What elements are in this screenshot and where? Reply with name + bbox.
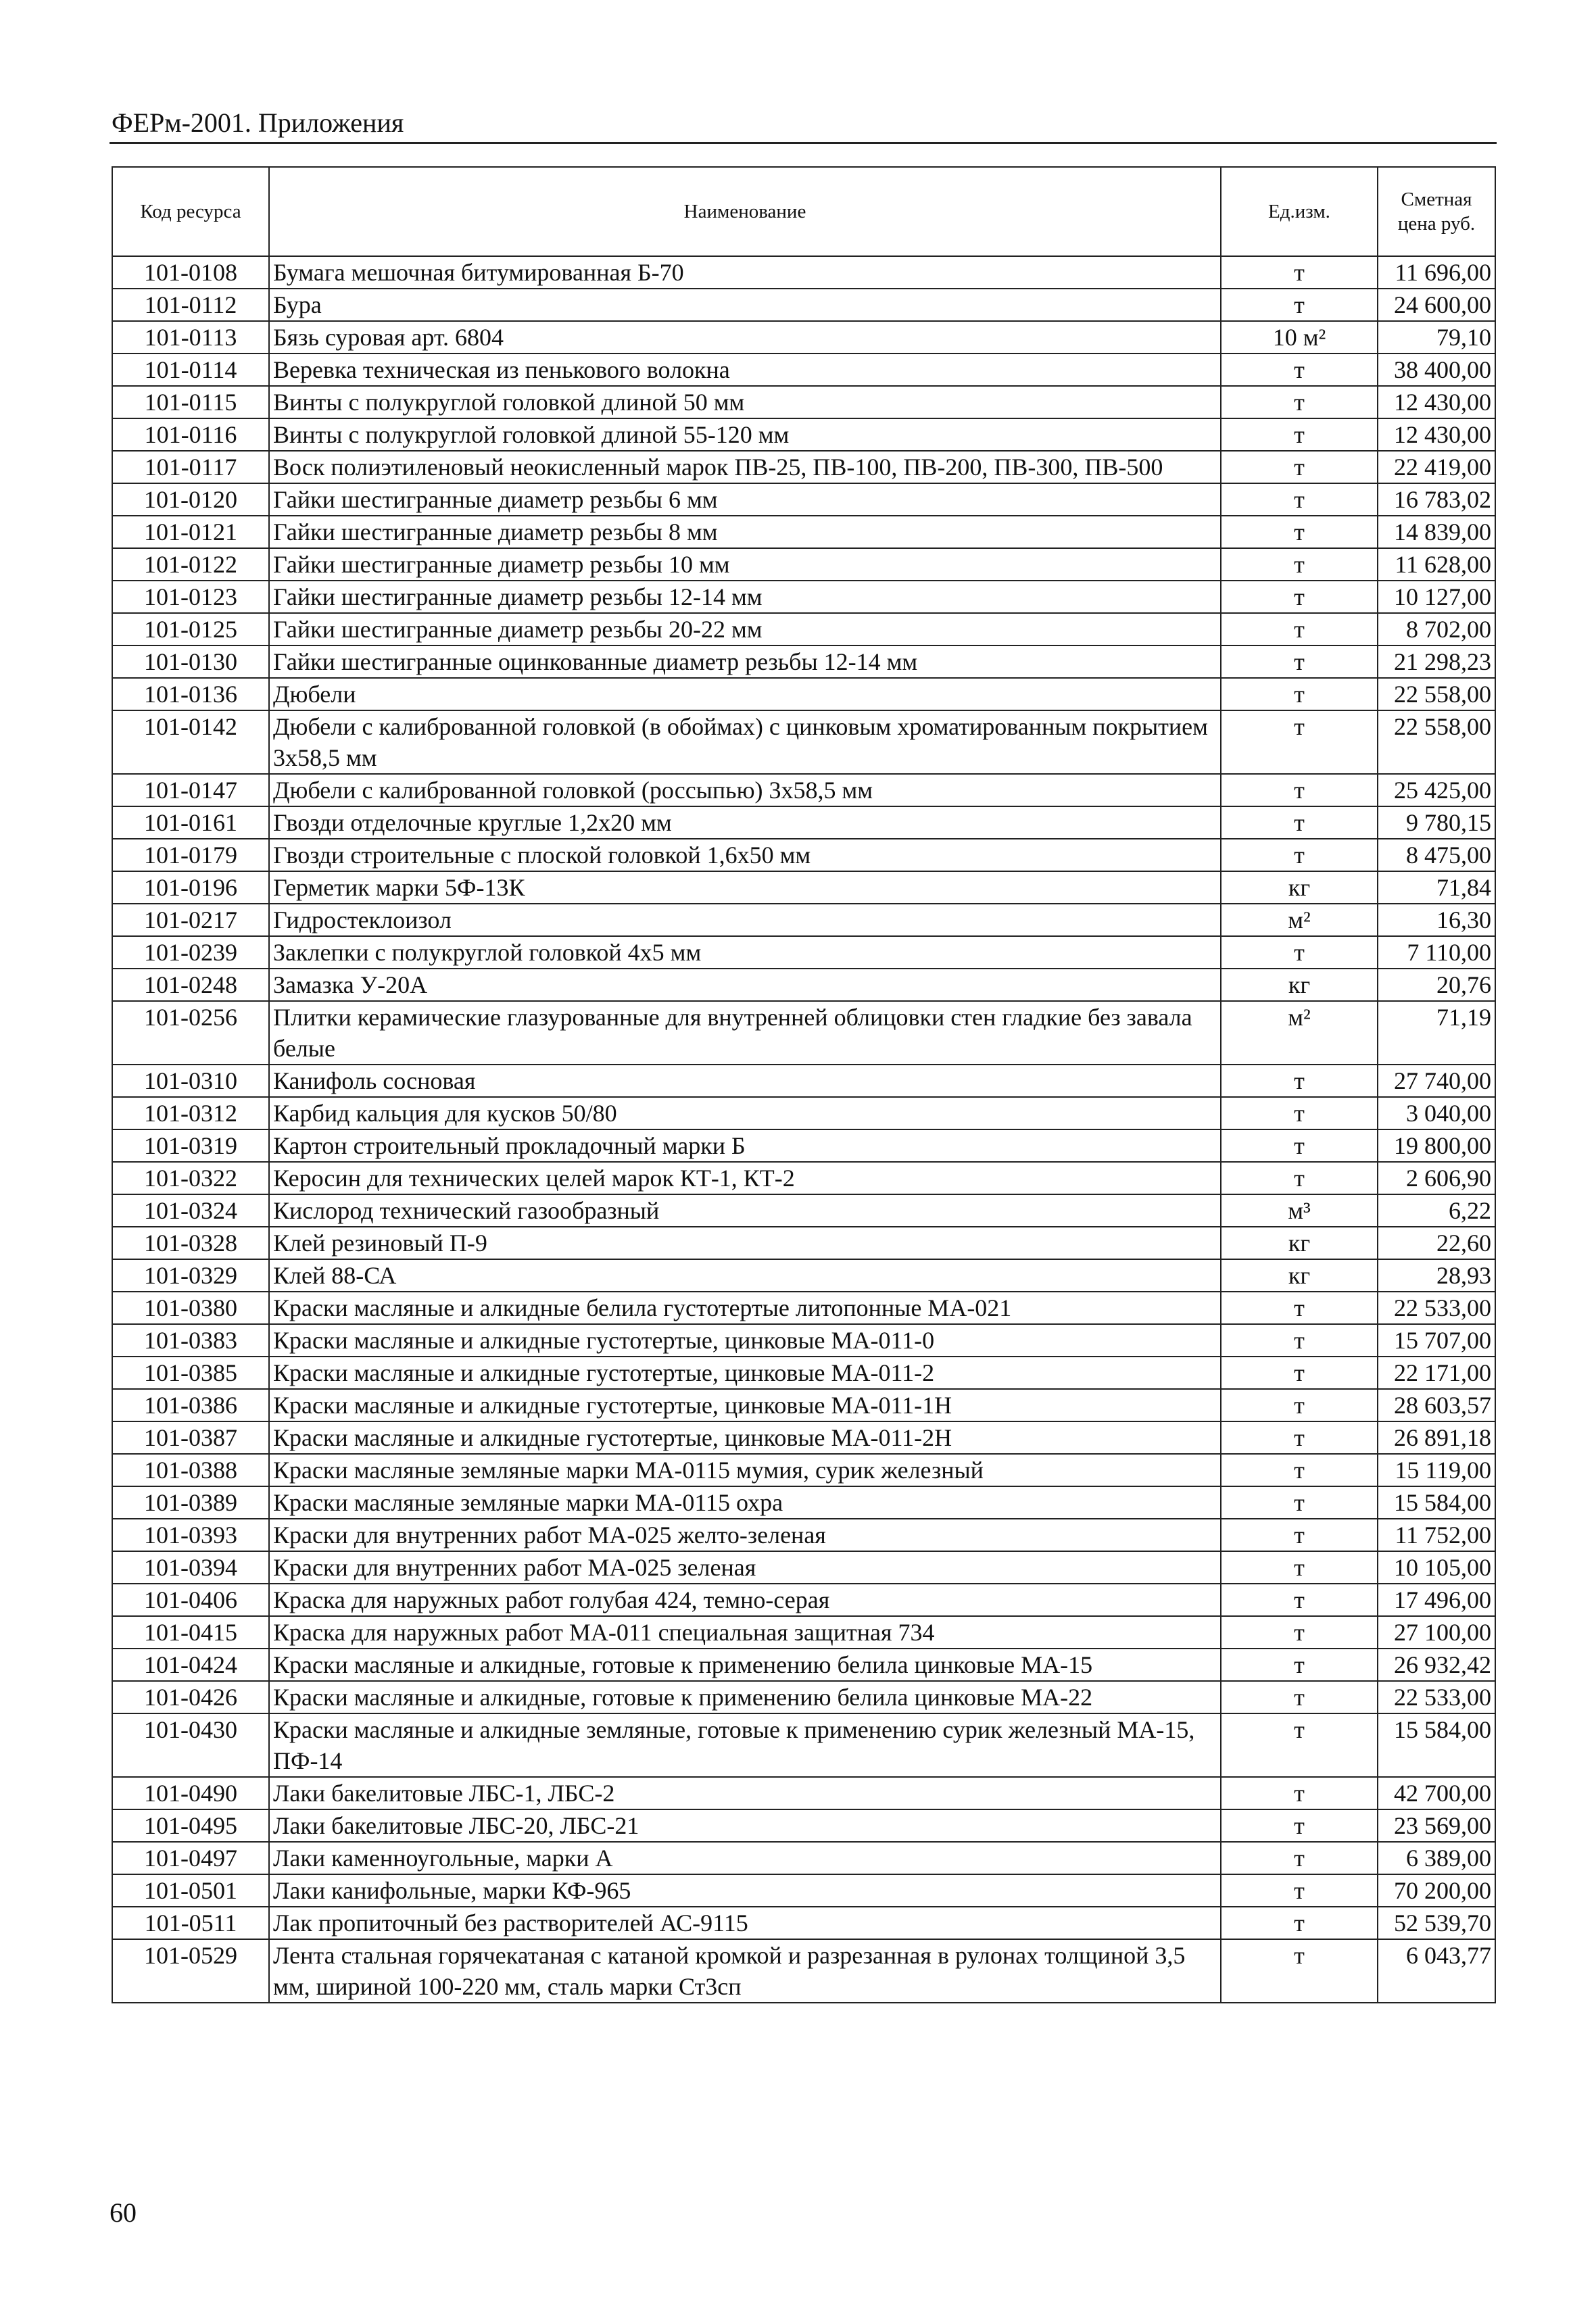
cell-code: 101-0116 [112,418,269,451]
cell-price: 26 891,18 [1378,1421,1495,1454]
cell-name: Краски масляные и алкидные густотертые, цинковые МА-011-1Н [269,1389,1221,1421]
cell-code: 101-0385 [112,1357,269,1389]
table-row [112,1389,1495,1421]
cell-name: Краски масляные земляные марки МА-0115 охра [269,1486,1221,1519]
cell-name: Картон строительный прокладочный марки Б [269,1129,1221,1162]
cell-name: Канифоль сосновая [269,1065,1221,1097]
cell-name: Краски масляные и алкидные белила густотертые литопонные МА-021 [269,1292,1221,1324]
cell-code: 101-0120 [112,483,269,516]
cell-price: 14 839,00 [1378,516,1495,548]
cell-code: 101-0426 [112,1681,269,1713]
cell-code: 101-0136 [112,678,269,710]
table-row [112,451,1495,483]
cell-code: 101-0117 [112,451,269,483]
cell-unit: т [1221,1162,1378,1194]
cell-unit: т [1221,1907,1378,1939]
cell-name: Краска для наружных работ МА-011 специальная защитная 734 [269,1616,1221,1649]
cell-code: 101-0388 [112,1454,269,1486]
table-body [112,256,1495,2003]
cell-unit: кг [1221,1227,1378,1259]
cell-price: 27 100,00 [1378,1616,1495,1649]
cell-price: 17 496,00 [1378,1584,1495,1616]
table-row [112,1809,1495,1842]
table-row [112,548,1495,581]
table-row [112,418,1495,451]
cell-code: 101-0430 [112,1713,269,1777]
cell-unit: т [1221,548,1378,581]
cell-price: 19 800,00 [1378,1129,1495,1162]
cell-unit: т [1221,839,1378,871]
cell-unit: кг [1221,871,1378,904]
cell-name: Винты с полукруглой головкой длиной 55-120 мм [269,418,1221,451]
cell-name: Гвозди отделочные круглые 1,2х20 мм [269,806,1221,839]
cell-price: 10 127,00 [1378,581,1495,613]
cell-unit: т [1221,1486,1378,1519]
column-header-price: Сметная цена руб. [1378,167,1495,256]
cell-name: Керосин для технических целей марок КТ-1, КТ-2 [269,1162,1221,1194]
table-row [112,483,1495,516]
cell-code: 101-0179 [112,839,269,871]
cell-price: 8 702,00 [1378,613,1495,645]
cell-code: 101-0511 [112,1907,269,1939]
cell-unit: кг [1221,1259,1378,1292]
cell-price: 25 425,00 [1378,774,1495,806]
cell-name: Краски масляные и алкидные густотертые, цинковые МА-011-2Н [269,1421,1221,1454]
cell-price: 70 200,00 [1378,1874,1495,1907]
cell-name: Винты с полукруглой головкой длиной 50 мм [269,386,1221,418]
cell-unit: т [1221,354,1378,386]
table-row [112,1842,1495,1874]
cell-price: 11 628,00 [1378,548,1495,581]
cell-price: 11 696,00 [1378,256,1495,289]
cell-unit: т [1221,1681,1378,1713]
cell-name: Краски масляные и алкидные густотертые, цинковые МА-011-2 [269,1357,1221,1389]
table-row [112,710,1495,774]
cell-code: 101-0161 [112,806,269,839]
table-row [112,613,1495,645]
cell-unit: 10 м² [1221,321,1378,354]
cell-price: 28,93 [1378,1259,1495,1292]
cell-price: 16,30 [1378,904,1495,936]
cell-code: 101-0112 [112,289,269,321]
cell-unit: м² [1221,1001,1378,1065]
cell-unit: кг [1221,969,1378,1001]
cell-code: 101-0393 [112,1519,269,1551]
cell-code: 101-0123 [112,581,269,613]
cell-unit: т [1221,516,1378,548]
cell-code: 101-0256 [112,1001,269,1065]
table-row [112,969,1495,1001]
cell-unit: т [1221,386,1378,418]
cell-price: 15 584,00 [1378,1486,1495,1519]
cell-code: 101-0125 [112,613,269,645]
cell-price: 22 171,00 [1378,1357,1495,1389]
column-header-code: Код ресурса [112,167,269,256]
cell-name: Клей 88-СА [269,1259,1221,1292]
cell-name: Краски масляные и алкидные, готовые к применению белила цинковые МА-22 [269,1681,1221,1713]
table-row [112,1357,1495,1389]
table-row [112,256,1495,289]
table-row [112,1292,1495,1324]
cell-unit: т [1221,806,1378,839]
cell-price: 9 780,15 [1378,806,1495,839]
page-number: 60 [110,2197,137,2228]
cell-price: 16 783,02 [1378,483,1495,516]
cell-name: Гидростеклоизол [269,904,1221,936]
cell-unit: т [1221,1551,1378,1584]
cell-price: 2 606,90 [1378,1162,1495,1194]
cell-unit: т [1221,774,1378,806]
cell-price: 3 040,00 [1378,1097,1495,1129]
cell-price: 22 419,00 [1378,451,1495,483]
cell-unit: т [1221,1649,1378,1681]
cell-name: Дюбели [269,678,1221,710]
resource-price-table [112,166,1496,2003]
cell-price: 22 558,00 [1378,678,1495,710]
cell-price: 11 752,00 [1378,1519,1495,1551]
cell-unit: т [1221,1616,1378,1649]
cell-code: 101-0113 [112,321,269,354]
cell-code: 101-0380 [112,1292,269,1324]
cell-unit: т [1221,1519,1378,1551]
cell-code: 101-0324 [112,1194,269,1227]
cell-price: 15 584,00 [1378,1713,1495,1777]
cell-code: 101-0239 [112,936,269,969]
table-row [112,1486,1495,1519]
cell-code: 101-0121 [112,516,269,548]
cell-name: Карбид кальция для кусков 50/80 [269,1097,1221,1129]
table-row [112,1551,1495,1584]
table-row [112,1001,1495,1065]
cell-name: Краски для внутренних работ МА-025 желто-зеленая [269,1519,1221,1551]
cell-unit: м² [1221,904,1378,936]
cell-name: Краска для наружных работ голубая 424, темно-серая [269,1584,1221,1616]
cell-price: 10 105,00 [1378,1551,1495,1584]
table-row [112,904,1495,936]
cell-unit: т [1221,1454,1378,1486]
cell-code: 101-0424 [112,1649,269,1681]
table-row [112,386,1495,418]
table-header-row [112,167,1495,256]
cell-price: 7 110,00 [1378,936,1495,969]
cell-unit: т [1221,645,1378,678]
table-row [112,1713,1495,1777]
cell-unit: т [1221,1292,1378,1324]
cell-unit: т [1221,1389,1378,1421]
cell-code: 101-0217 [112,904,269,936]
cell-price: 23 569,00 [1378,1809,1495,1842]
cell-price: 24 600,00 [1378,289,1495,321]
cell-unit: т [1221,1842,1378,1874]
cell-code: 101-0114 [112,354,269,386]
cell-price: 79,10 [1378,321,1495,354]
table-row [112,1874,1495,1907]
cell-code: 101-0122 [112,548,269,581]
cell-name: Краски масляные земляные марки МА-0115 мумия, сурик железный [269,1454,1221,1486]
cell-price: 71,19 [1378,1001,1495,1065]
page-header: ФЕРм-2001. Приложения [112,107,404,138]
cell-name: Гайки шестигранные диаметр резьбы 8 мм [269,516,1221,548]
cell-name: Лаки канифольные, марки КФ-965 [269,1874,1221,1907]
table-row [112,806,1495,839]
cell-code: 101-0415 [112,1616,269,1649]
table-row [112,354,1495,386]
cell-code: 101-0383 [112,1324,269,1357]
cell-name: Гайки шестигранные диаметр резьбы 6 мм [269,483,1221,516]
cell-code: 101-0497 [112,1842,269,1874]
cell-code: 101-0490 [112,1777,269,1809]
column-header-name: Наименование [269,167,1221,256]
table-row [112,1454,1495,1486]
cell-name: Заклепки с полукруглой головкой 4х5 мм [269,936,1221,969]
cell-code: 101-0115 [112,386,269,418]
cell-code: 101-0108 [112,256,269,289]
cell-name: Лаки бакелитовые ЛБС-20, ЛБС-21 [269,1809,1221,1842]
cell-unit: т [1221,1421,1378,1454]
cell-name: Лак пропиточный без растворителей АС-9115 [269,1907,1221,1939]
cell-unit: м³ [1221,1194,1378,1227]
cell-code: 101-0147 [112,774,269,806]
cell-name: Герметик марки 5Ф-13К [269,871,1221,904]
cell-name: Гвозди строительные с плоской головкой 1,6х50 мм [269,839,1221,871]
cell-unit: т [1221,1324,1378,1357]
cell-price: 22 558,00 [1378,710,1495,774]
cell-price: 21 298,23 [1378,645,1495,678]
cell-name: Гайки шестигранные диаметр резьбы 10 мм [269,548,1221,581]
header-rule [110,142,1497,144]
table-row [112,581,1495,613]
cell-name: Воск полиэтиленовый неокисленный марок ПВ-25, ПВ-100, ПВ-200, ПВ-300, ПВ-500 [269,451,1221,483]
cell-unit: т [1221,1874,1378,1907]
cell-name: Гайки шестигранные диаметр резьбы 20-22 мм [269,613,1221,645]
table-row [112,645,1495,678]
cell-name: Краски для внутренних работ МА-025 зеленая [269,1551,1221,1584]
cell-unit: т [1221,581,1378,613]
cell-price: 42 700,00 [1378,1777,1495,1809]
cell-code: 101-0529 [112,1939,269,2003]
cell-price: 26 932,42 [1378,1649,1495,1681]
cell-unit: т [1221,1809,1378,1842]
cell-code: 101-0312 [112,1097,269,1129]
table-row [112,1194,1495,1227]
cell-name: Клей резиновый П-9 [269,1227,1221,1259]
table-row [112,1259,1495,1292]
cell-price: 22,60 [1378,1227,1495,1259]
cell-name: Бязь суровая арт. 6804 [269,321,1221,354]
table-row [112,1584,1495,1616]
cell-unit: т [1221,256,1378,289]
cell-unit: т [1221,1777,1378,1809]
cell-code: 101-0130 [112,645,269,678]
cell-name: Краски масляные и алкидные густотертые, цинковые МА-011-0 [269,1324,1221,1357]
table-row [112,1162,1495,1194]
cell-price: 52 539,70 [1378,1907,1495,1939]
cell-code: 101-0248 [112,969,269,1001]
cell-code: 101-0196 [112,871,269,904]
cell-price: 6 043,77 [1378,1939,1495,2003]
table-row [112,1421,1495,1454]
table-row [112,516,1495,548]
cell-name: Лаки бакелитовые ЛБС-1, ЛБС-2 [269,1777,1221,1809]
cell-unit: т [1221,710,1378,774]
cell-code: 101-0495 [112,1809,269,1842]
table-row [112,1649,1495,1681]
cell-code: 101-0310 [112,1065,269,1097]
cell-unit: т [1221,613,1378,645]
table-row [112,1065,1495,1097]
cell-unit: т [1221,1939,1378,2003]
table-row [112,1097,1495,1129]
table-row [112,678,1495,710]
cell-code: 101-0386 [112,1389,269,1421]
cell-unit: т [1221,289,1378,321]
table-row [112,1681,1495,1713]
table-row [112,1939,1495,2003]
cell-unit: т [1221,1065,1378,1097]
table-row [112,1777,1495,1809]
cell-code: 101-0387 [112,1421,269,1454]
cell-unit: т [1221,1584,1378,1616]
table-row [112,936,1495,969]
cell-price: 38 400,00 [1378,354,1495,386]
table-row [112,1227,1495,1259]
cell-code: 101-0406 [112,1584,269,1616]
cell-unit: т [1221,451,1378,483]
cell-price: 28 603,57 [1378,1389,1495,1421]
cell-name: Дюбели с калиброванной головкой (в обоймах) с цинковым хроматированным покрытием 3х58,5 мм [269,710,1221,774]
cell-name: Краски масляные и алкидные, готовые к применению белила цинковые МА-15 [269,1649,1221,1681]
cell-name: Краски масляные и алкидные земляные, готовые к применению сурик железный МА-15, ПФ-14 [269,1713,1221,1777]
cell-code: 101-0501 [112,1874,269,1907]
column-header-unit: Ед.изм. [1221,167,1378,256]
cell-name: Замазка У-20А [269,969,1221,1001]
cell-code: 101-0389 [112,1486,269,1519]
table-row [112,839,1495,871]
cell-price: 15 707,00 [1378,1324,1495,1357]
table-row [112,1129,1495,1162]
cell-code: 101-0328 [112,1227,269,1259]
cell-code: 101-0319 [112,1129,269,1162]
cell-unit: т [1221,1713,1378,1777]
cell-name: Лента стальная горячекатаная с катаной кромкой и разрезанная в рулонах толщиной 3,5 мм, шириной 100-220 мм, сталь марки Ст3сп [269,1939,1221,2003]
cell-name: Плитки керамические глазурованные для внутренней облицовки стен гладкие без завала белые [269,1001,1221,1065]
cell-code: 101-0142 [112,710,269,774]
table-row [112,871,1495,904]
table-row [112,774,1495,806]
cell-unit: т [1221,1357,1378,1389]
cell-price: 8 475,00 [1378,839,1495,871]
cell-price: 15 119,00 [1378,1454,1495,1486]
cell-code: 101-0322 [112,1162,269,1194]
cell-price: 12 430,00 [1378,386,1495,418]
cell-name: Гайки шестигранные диаметр резьбы 12-14 мм [269,581,1221,613]
cell-price: 22 533,00 [1378,1681,1495,1713]
cell-price: 27 740,00 [1378,1065,1495,1097]
cell-name: Кислород технический газообразный [269,1194,1221,1227]
cell-price: 20,76 [1378,969,1495,1001]
table-row [112,321,1495,354]
cell-name: Лаки каменноугольные, марки А [269,1842,1221,1874]
table-row [112,1907,1495,1939]
cell-unit: т [1221,1129,1378,1162]
cell-code: 101-0394 [112,1551,269,1584]
cell-price: 6 389,00 [1378,1842,1495,1874]
cell-price: 12 430,00 [1378,418,1495,451]
cell-unit: т [1221,1097,1378,1129]
cell-unit: т [1221,678,1378,710]
table-row [112,289,1495,321]
table-row [112,1616,1495,1649]
cell-name: Веревка техническая из пенькового волокна [269,354,1221,386]
table-row [112,1519,1495,1551]
cell-unit: т [1221,483,1378,516]
cell-code: 101-0329 [112,1259,269,1292]
cell-price: 71,84 [1378,871,1495,904]
cell-name: Гайки шестигранные оцинкованные диаметр резьбы 12-14 мм [269,645,1221,678]
cell-name: Бумага мешочная битумированная Б-70 [269,256,1221,289]
cell-price: 6,22 [1378,1194,1495,1227]
cell-price: 22 533,00 [1378,1292,1495,1324]
cell-name: Бура [269,289,1221,321]
cell-unit: т [1221,936,1378,969]
cell-unit: т [1221,418,1378,451]
table-row [112,1324,1495,1357]
cell-name: Дюбели с калиброванной головкой (россыпью) 3х58,5 мм [269,774,1221,806]
